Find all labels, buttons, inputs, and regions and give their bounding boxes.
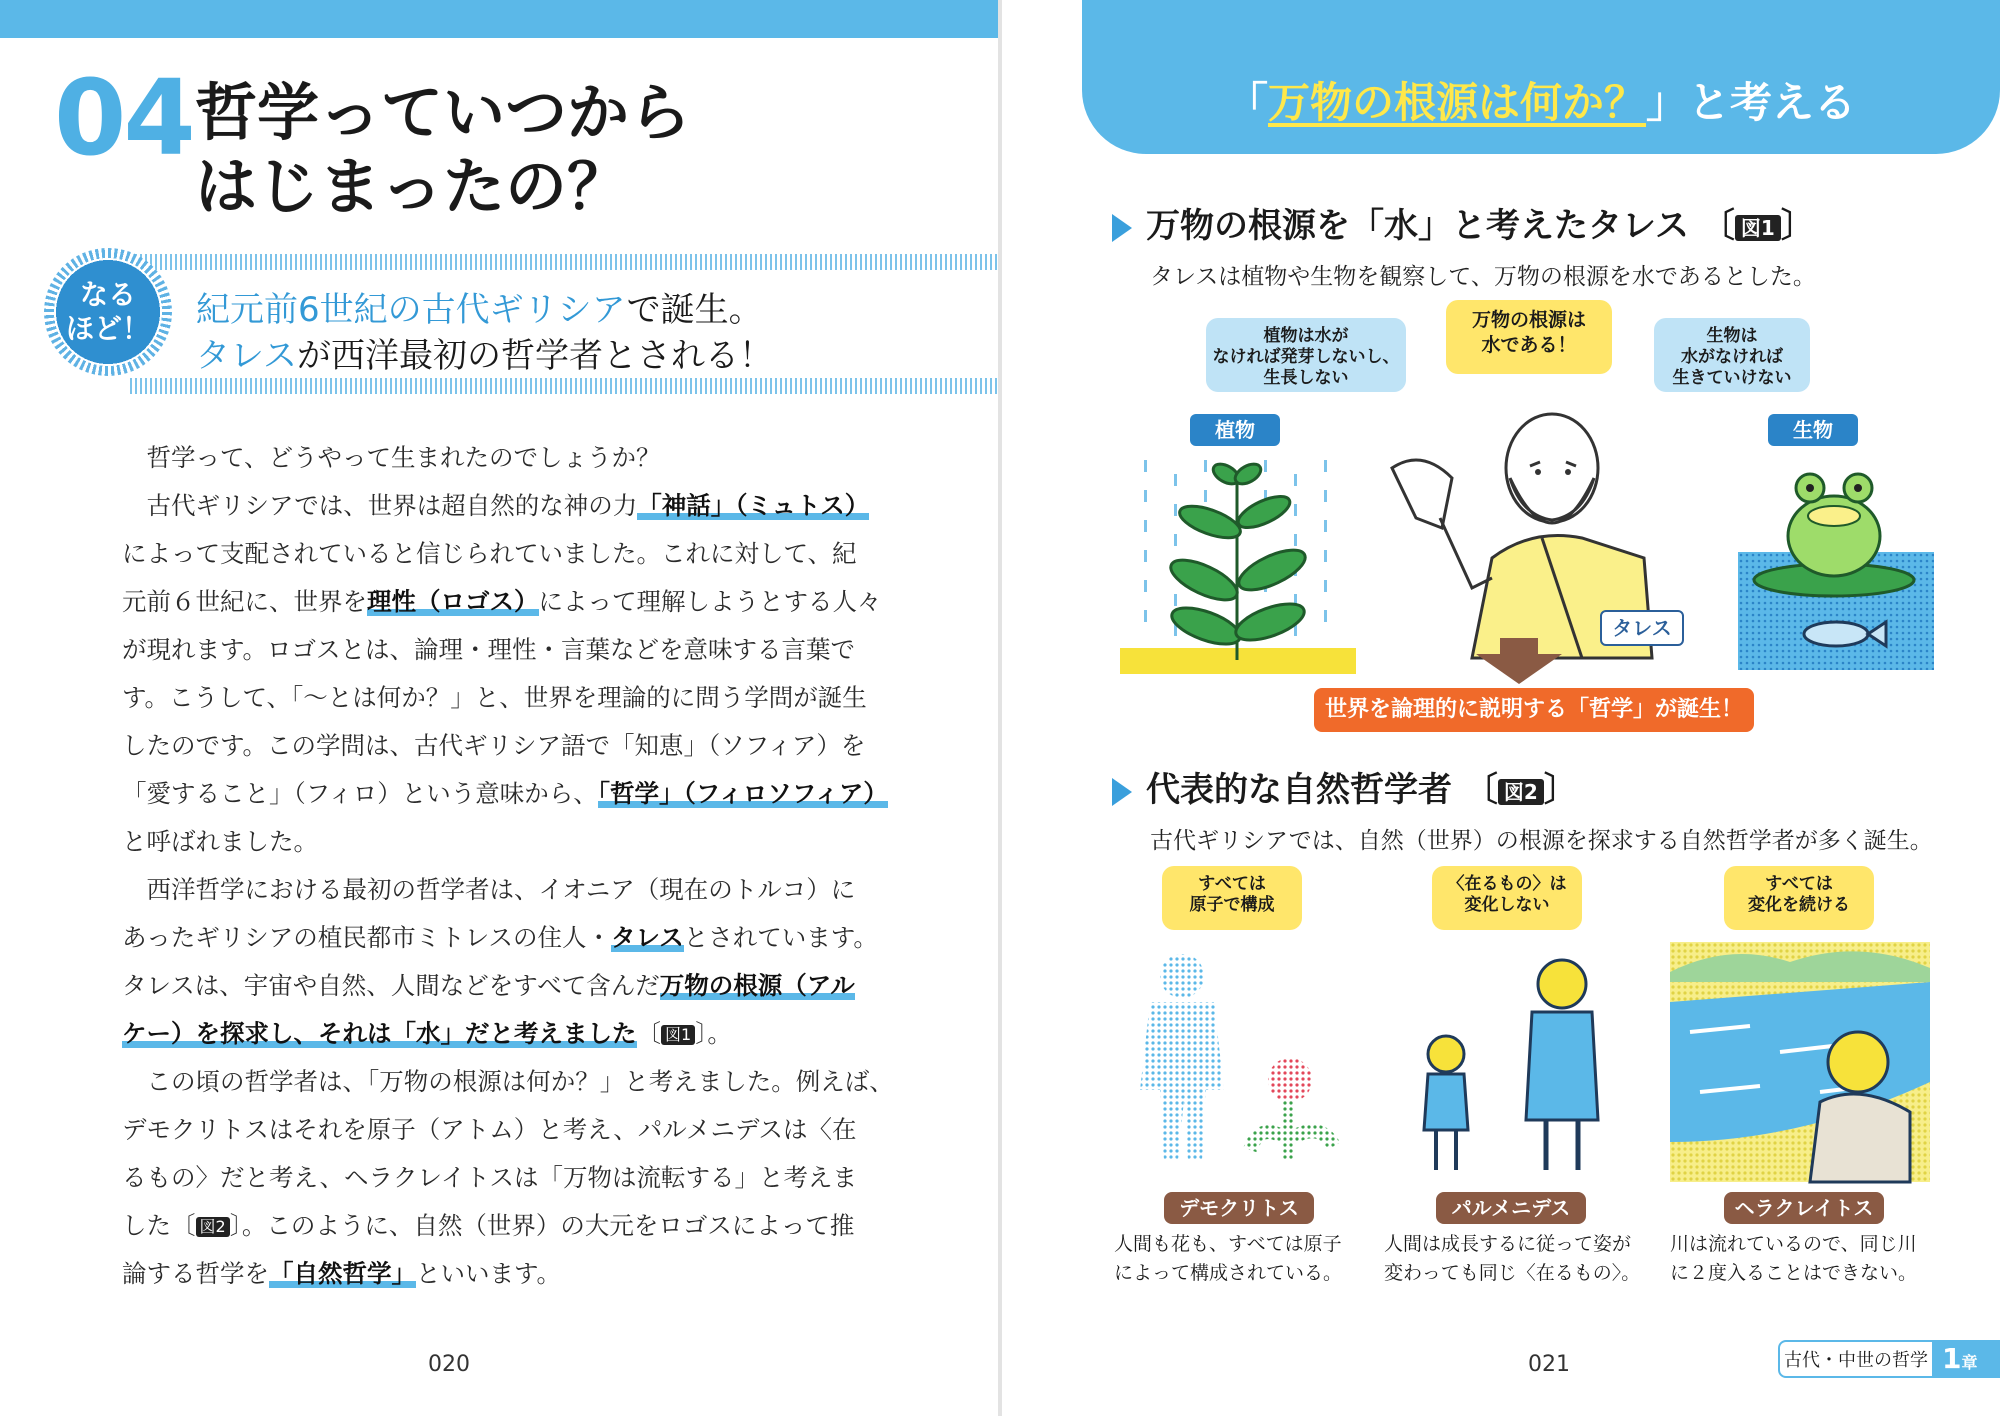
top-color-band (0, 0, 998, 38)
body-line (122, 530, 892, 578)
body-text-segment: 「愛すること」（フィロ）という意味から、 (122, 779, 598, 808)
body-text-segment: 〕。このように、自然（世界）の大元をロゴスによって推 (229, 1211, 855, 1240)
heraclitus-head (1828, 1032, 1888, 1092)
body-line (122, 722, 892, 770)
body-text-segment: した〔 (122, 1211, 196, 1240)
page-title (195, 76, 691, 224)
caption-parmenides-line-1: 人間は成長するに従って姿が (1384, 1233, 1632, 1255)
right-page (1002, 0, 2000, 1416)
body-line (122, 770, 892, 818)
down-arrow-icon (1476, 638, 1562, 684)
fish (1804, 622, 1868, 646)
header-open-bracket: 「 (1225, 78, 1268, 127)
key-term: 「哲学」（フィロソフィア） (597, 779, 888, 808)
body-text-segment: とされています。 (683, 923, 878, 952)
section-1-heading: 万物の根源を「水」と考えたタレス 〔 図1 〕 (1112, 198, 1815, 247)
figure-ref: 図2 (196, 1217, 230, 1237)
naruhodo-badge (44, 248, 172, 376)
bubble-thales-text: 万物の根源は 水である！ (1471, 309, 1586, 356)
body-line (122, 1106, 892, 1154)
raised-hand (1392, 460, 1452, 528)
section-number: 04 (54, 57, 193, 179)
body-line (122, 818, 892, 866)
body-line (122, 1058, 892, 1106)
page-number-left: 020 (428, 1352, 470, 1377)
chapter-tab-number (1934, 1340, 2000, 1378)
title-line-2: はじまったの？ (195, 150, 630, 223)
caption-heraclitus (1670, 1230, 1917, 1288)
key-term: 「自然哲学」 (269, 1259, 416, 1288)
child-head (1428, 1036, 1464, 1072)
bubble-heraclitus (1724, 866, 1874, 930)
title-line-1: 哲学っていつから (195, 76, 692, 149)
atom-flower (1268, 1058, 1312, 1102)
hatch-top (130, 254, 998, 270)
body-text-segment: したのです。この学問は、古代ギリシア語で「知恵」（ソフィア）を (122, 731, 866, 760)
bubble-plant (1206, 318, 1406, 392)
key-term: 理性（ロゴス） (367, 587, 539, 616)
tag-thales: タレス (1600, 610, 1684, 646)
header-close: 」と考える (1646, 78, 1857, 127)
body-line (122, 626, 892, 674)
summary-highlight-1: 紀元前6世紀の古代ギリシア (196, 290, 627, 330)
body-text-segment: デモクリトスはそれを原子（アトム）と考え、パルメニデスは〈在 (122, 1115, 857, 1144)
chapter-suffix: 章 (1961, 1353, 1978, 1372)
hatch-bottom (130, 378, 998, 394)
page-number-right: 021 (1528, 1352, 1570, 1377)
name-tag-parmenides: パルメニデス (1436, 1192, 1586, 1224)
caption-democritus-line-2: によって構成されている。 (1114, 1262, 1343, 1284)
header-highlight: 万物の根源は何か？ (1267, 78, 1646, 127)
caption-democritus (1114, 1230, 1342, 1288)
bubble-democritus (1162, 866, 1302, 930)
body-line (122, 578, 892, 626)
caption-heraclitus-line-2: に２度入ることはできない。 (1670, 1262, 1918, 1284)
bubble-parmenides (1432, 866, 1582, 930)
body-text-segment: によって支配されていると信じられていました。これに対して、紀 (122, 539, 857, 568)
body-line (122, 434, 892, 482)
body-text-segment: 〕。 (695, 1019, 732, 1048)
body-text-segment: 元前６世紀に、世界を (122, 587, 367, 616)
section-1-subtitle: タレスは植物や生物を観察して、万物の根源を水であるとした。 (1150, 264, 1816, 290)
chapter-tab (1778, 1340, 2000, 1380)
body-text (122, 434, 892, 1298)
body-text-segment: によって理解しようとする人々 (538, 587, 882, 616)
badge-line-1: なる (79, 278, 136, 311)
summary-line-1 (196, 282, 763, 331)
caption-parmenides-line-2: 変わっても同じ〈在るもの〉。 (1384, 1262, 1641, 1284)
summary-rest-1: で誕生。 (626, 290, 763, 330)
body-text-segment: す。こうして、「～とは何か？」と、世界を理論的に問う学問が誕生 (122, 683, 867, 712)
atom-person-head (1160, 954, 1204, 998)
body-text-segment: 古代ギリシアでは、世界は超自然的な神の力 (122, 491, 638, 520)
tag-plant: 植物 (1190, 414, 1280, 446)
bubble-parmenides-text: 〈在るもの〉は 変化しない (1447, 874, 1567, 915)
body-line (122, 674, 892, 722)
name-tag-heraclitus: ヘラクレイトス (1724, 1192, 1884, 1224)
heraclitus-illustration (1670, 942, 1930, 1182)
caption-parmenides (1384, 1230, 1640, 1288)
bubble-democritus-text: すべては 原子で構成 (1189, 874, 1275, 915)
key-term: タレス (611, 923, 684, 952)
figure-ref-1: 図1 (1735, 215, 1781, 241)
plant-illustration (1120, 450, 1356, 676)
body-text-segment: 〔 (636, 1019, 661, 1048)
chapter-number: 1 (1942, 1342, 1962, 1375)
body-line (122, 1010, 892, 1058)
chapter-tab-label: 古代・中世の哲学 (1778, 1340, 1934, 1378)
conclusion-banner: 世界を論理的に説明する「哲学」が誕生！ (1314, 688, 1754, 732)
body-line (122, 1154, 892, 1202)
key-term: ケー）を探求し、それは「水」だと考えました (122, 1019, 637, 1048)
body-text-segment: が現れます。ロゴスとは、論理・理性・言葉などを意味する言葉で (122, 635, 856, 664)
adult-head (1538, 960, 1586, 1008)
key-term: 万物の根源（アル (659, 971, 855, 1000)
body-line (122, 866, 892, 914)
section-2-heading: 代表的な自然哲学者 〔 図2 〕 (1112, 762, 1578, 811)
figure-ref: 図1 (661, 1025, 695, 1045)
body-line (122, 1250, 892, 1298)
bubble-life-text: 生物は 水がなければ 生きていけない (1672, 326, 1792, 388)
key-term: 「神話」（ミュトス） (637, 491, 870, 520)
section-1-heading-text: 万物の根源を「水」と考えたタレス (1146, 206, 1689, 246)
democritus-illustration (1120, 950, 1360, 1170)
body-text-segment: あったギリシアの植民都市ミトレスの住人・ (122, 923, 612, 952)
body-text-segment: 哲学って、どうやって生まれたのでしょうか？ (122, 443, 661, 472)
figure-ref-2: 図2 (1498, 779, 1544, 805)
section-2-subtitle: 古代ギリシアでは、自然（世界）の根源を探求する自然哲学者が多く誕生。 (1150, 828, 1933, 854)
body-text-segment: 論する哲学を (122, 1259, 269, 1288)
body-text-segment: と呼ばれました。 (122, 827, 318, 856)
tag-life: 生物 (1768, 414, 1858, 446)
triangle-marker-icon (1112, 214, 1132, 242)
left-page (0, 0, 998, 1416)
body-text-segment: るもの〉だと考え、ヘラクレイトスは「万物は流転する」と考えま (122, 1163, 857, 1192)
body-line (122, 482, 892, 530)
caption-democritus-line-1: 人間も花も、すべては原子 (1114, 1233, 1342, 1255)
body-text-segment: といいます。 (416, 1259, 562, 1288)
section-2-heading-text: 代表的な自然哲学者 (1146, 770, 1452, 810)
figure-header (1082, 0, 2000, 154)
body-text-segment: この頃の哲学者は、「万物の根源は何か？」と考えました。例えば、 (122, 1067, 894, 1096)
atom-person-body (1140, 1002, 1224, 1160)
body-line (122, 914, 892, 962)
frog-illustration (1738, 456, 1934, 670)
summary-rest-2: が西洋最初の哲学者とされる！ (296, 336, 773, 376)
body-text-segment: 西洋哲学における最初の哲学者は、イオニア（現在のトルコ）に (122, 875, 856, 904)
summary-line-2 (196, 328, 773, 377)
sprout (1165, 460, 1310, 660)
name-tag-democritus: デモクリトス (1164, 1192, 1314, 1224)
summary-highlight-2: タレス (196, 336, 297, 376)
thales-head (1506, 414, 1598, 522)
figure-header-title (1082, 70, 2000, 130)
bubble-heraclitus-text: すべては 変化を続ける (1748, 874, 1850, 915)
badge-line-2: ほど！ (65, 312, 150, 345)
bubble-plant-text: 植物は水が なければ発芽しないし、 生長しない (1212, 326, 1400, 388)
body-line (122, 1202, 892, 1250)
bubble-life (1654, 318, 1810, 392)
body-text-segment: タレスは、宇宙や自然、人間などをすべて含んだ (122, 971, 660, 1000)
body-line (122, 962, 892, 1010)
triangle-marker-icon (1112, 778, 1132, 806)
bubble-thales (1446, 300, 1612, 374)
caption-heraclitus-line-1: 川は流れているので、同じ川 (1670, 1233, 1917, 1255)
parmenides-illustration (1402, 950, 1622, 1174)
